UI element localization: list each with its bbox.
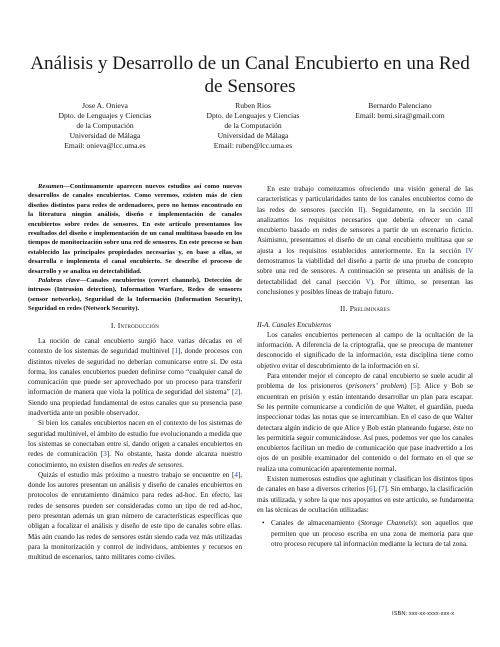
citation-link[interactable]: 4 <box>234 470 238 479</box>
abstract-text: —Continuamente aparecen nuevos estudios así como nuevos desarrollos de canales encubiertos. Como veremos, existen más de cien diseños distintos para redes de ordenadores, pero no hemos encontrado en la literatura ningún análisis, diseño e implementación de canales encubiertos sobre redes de sensores. En este artículo presentamos los resultados del diseño e implementación de un canal multitasa basado en los tiempos de monitorización sobre una red de sensores. En este proceso se han establecido las principales propiedades necesarias y, en base a ellas, se desarrolla e implementa el canal encubierto. Se describe el proceso de desarrollo y se analiza su detectabilidad. <box>28 183 242 275</box>
text-run: Quizás el estudio más próximo a nuestro trabajo se encuentre en [ <box>38 470 235 479</box>
text-run: En este trabajo comenzamos ofreciendo una visión general de las características y particularidades tanto de los canales encubiertos como de las redes de sensores (sección <box>257 185 473 214</box>
keywords <box>28 276 242 314</box>
citation-link[interactable]: 1 <box>174 347 179 356</box>
text-run: ], donde procesos con distintos niveles de seguridad no deberían comunicarse entre sí. De esta forma, los canales encubiertos pueden definirse como “cualquier canal de comunicación que puede ser aprovechado por un proceso para transferir información de manera que viola la política de seguridad del sistema” [ <box>28 347 242 397</box>
paragraph <box>28 470 242 563</box>
section-link[interactable]: III <box>465 205 473 214</box>
author-email: Email: bemi.sira@gmail.com <box>355 111 445 120</box>
abstract <box>28 182 242 276</box>
keywords-text: —Canales encubiertos (covert channels), Detección de intrusos (Intrusion detection), Information Warfare, Redes de sensores (sensor networks), Seguridad de la Información (Information Security), Seguridad en redes (Network Security). <box>28 277 242 313</box>
text-run: . <box>417 361 420 370</box>
text-run: Canales de almacenamiento ( <box>271 519 361 528</box>
section-heading-intro: I. Introducción <box>110 320 160 330</box>
author-name: Ruben Rios <box>235 101 271 110</box>
section-heading-preliminares: II. Preliminares <box>340 304 390 314</box>
author-email: Email: onieva@lcc.uma.es <box>64 141 146 150</box>
isbn-footer: ISBN: xxx-xx-xxxx-xxx-x <box>392 611 455 617</box>
text-run: ). Seguidamente, en la sección <box>362 205 466 214</box>
author-1 <box>40 101 170 151</box>
author-affiliation: Dpto. de Lenguajes y Ciencias <box>206 111 300 120</box>
author-affiliation: Dpto. de Lenguajes y Ciencias <box>58 111 152 120</box>
text-run: ], [ <box>372 485 382 494</box>
citation-link[interactable]: 7 <box>381 485 385 494</box>
list-item <box>271 518 473 549</box>
section-link[interactable]: IV <box>465 246 473 255</box>
text-run: Existen numerosos estudios que aglutinan y clasifican los distintos tipos de canales en base a diversos criterios [ <box>257 475 473 494</box>
author-2 <box>188 101 318 151</box>
emphasis: redes de sensores <box>132 460 182 469</box>
citation-link[interactable]: 6 <box>369 485 373 494</box>
text-run: Si bien los canales encubiertos nacen en el contexto de los sistemas de seguridad multinivel, el ámbito de estudio fue evolucionando a medida que los sistemas se conectaban entre sí, dando origen a canales encubiertos en redes de comunicación [ <box>28 419 242 459</box>
text-run: . <box>181 460 184 469</box>
citation-link[interactable]: 5 <box>412 382 417 391</box>
text-run: La noción de canal encubierto surgió hace varias décadas en el contexto de los sistemas de seguridad multinivel [ <box>28 336 242 356</box>
text-run: ], donde los autores presentan un análisis y diseño de canales encubiertos en protocolos de enrutamiento dinámico para redes ad-hoc. En efecto, las redes de sensores pueden ser consideradas como un tipo de red ad-hoc, pero presentan además un gran número de características específicas que obligan a focalizar el análisis y diseño de este tipo de canales sobre ellas. Más aún cuando las redes de sensores están siendo cada vez más utilizadas para la monitorización y control de individuos, ambientes y recursos en multitud de escenarios, tanto militares como civiles. <box>28 470 242 562</box>
emphasis: prisoners’ problem <box>348 382 405 391</box>
paragraph <box>257 371 473 474</box>
citation-link[interactable]: 2 <box>234 388 238 397</box>
text-run: ). Por último, se presentan las conclusiones y posibles líneas de trabajo futuro. <box>257 277 473 296</box>
text-run: Para entender mejor el concepto de canal encubierto se suele acudir al problema de los prisioneros ( <box>257 372 473 391</box>
text-run: Los canales encubiertos pertenecen al campo de la ocultación de la información. A diferencia de la criptografía, que se preocupa de mantener desconocido el significado de la información, esta disciplina tiene como objetivo evitar el descubrimiento de la información en <box>257 330 473 370</box>
paragraph <box>28 336 242 418</box>
text-run: ]. No obstante, hasta donde alcanza nuestro conocimiento, no existen diseños en <box>28 450 242 469</box>
section-link[interactable]: II <box>358 205 363 214</box>
abstract-label: Resumen <box>38 183 64 190</box>
text-run: ): son aquellos que permiten que un proceso escriba en una zona de memoria para que otro proceso recupere tal información mediante la lectura de tal zona. <box>271 519 473 548</box>
text-run: ]. Sin embargo, la clasificación más utilizada, y sobre la que nos apoyamos en este artículo, se fundamenta en las técnicas de ocultación utilizadas: <box>257 485 473 514</box>
text-run: demostramos la viabilidad del diseño a partir de una prueba de concepto sobre una red de sensores. A continuación se presenta un análisis de la detectabilidad del canal (sección <box>257 257 473 286</box>
author-email: Email: ruben@lcc.uma.es <box>213 141 293 150</box>
author-name: Bernardo Palenciano <box>368 101 432 110</box>
paragraph <box>257 474 473 515</box>
author-affiliation: Universidad de Málaga <box>69 131 141 140</box>
text-run: analizamos los requisitos necesarios que debería ofrecer un canal encubierto basado en redes de sensores a partir de un escenario ficticio. Asimismo, presentamos el diseño de un canal encubierto multitasa que se ajusta a los requisitos establecidos anteriormente. En la sección <box>257 215 473 255</box>
right-column <box>257 184 473 549</box>
text-run: ]. Siendo una propiedad fundamental de estos canales que su presencia pase inadvertida ante un posible observador. <box>28 388 242 418</box>
text-run: ) [ <box>404 382 413 391</box>
paragraph <box>257 184 473 297</box>
author-affiliation: Universidad de Málaga <box>217 131 289 140</box>
section-link[interactable]: V <box>365 277 371 286</box>
keywords-label: Palabras clave <box>38 277 80 285</box>
citation-link[interactable]: 3 <box>103 450 107 459</box>
author-3 <box>330 101 470 121</box>
author-block <box>40 101 460 159</box>
emphasis: sí <box>412 361 418 370</box>
paper-title: Análisis y Desarrollo de un Canal Encubierto en una Red de Sensores <box>30 53 470 97</box>
author-name: Jose A. Onieva <box>82 101 128 110</box>
author-affiliation: de la Computación <box>224 121 282 130</box>
subsection-heading: II-A. Canales Encubiertos <box>257 320 332 329</box>
text-run: ]: Alice y Bob se encuentran en prisión y están intentando desarrollar un plan para escapar. Se les permite comunicarse a condición de que Walter, el guardián, pueda inspeccionar todas las notas que se intercambian. En el caso de que Walter detectara algún indicio de que Alice y Bob están planeando fugarse, éste no les permitiría seguir comunicándose. Así pues, podemos ver que los canales encubiertos facilitan un medio de comunicación que pase inadvertido a los ojos de un posible examinador del contenido o del formato en el que se realiza una comunicación aparentemente normal. <box>257 382 473 473</box>
paragraph <box>28 418 242 469</box>
bullet-list <box>257 518 473 549</box>
author-affiliation: de la Computación <box>76 121 134 130</box>
emphasis: Storage Channels <box>360 519 414 528</box>
paragraph <box>257 330 473 371</box>
left-column <box>28 182 242 563</box>
